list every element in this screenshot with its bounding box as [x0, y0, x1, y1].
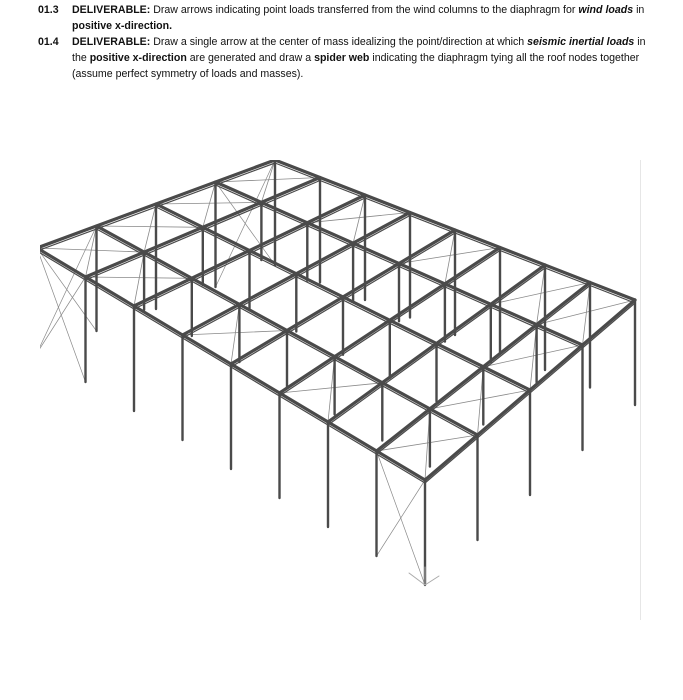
text-part: in	[636, 4, 645, 16]
roof-brace	[97, 226, 203, 227]
roof-brace	[231, 304, 239, 364]
roof-brace	[86, 277, 192, 278]
deliverable-label: DELIVERABLE:	[72, 36, 151, 48]
text-part: Draw arrows indicating point loads transferred from the wind columns to the diaphragm for	[153, 4, 576, 16]
roof-brace	[86, 226, 97, 277]
text-part: are generated and draw a	[189, 52, 312, 64]
deliverable-number: 01.4	[38, 36, 59, 48]
structure-figure	[40, 160, 641, 620]
deliverable-01-4	[38, 34, 658, 82]
text-part: indicating the diaphragm tying all the roof nodes together (assume perfect symmetry of loads and masses).	[72, 52, 640, 80]
bold-text: positive x-direction	[89, 52, 187, 64]
deliverable-label: DELIVERABLE:	[72, 4, 151, 16]
emphasis-text: seismic inertial loads	[527, 36, 635, 48]
wall-brace	[377, 480, 426, 556]
deliverable-text	[72, 2, 658, 34]
deliverable-text	[72, 34, 658, 82]
beam-flange	[40, 163, 275, 251]
wall-brace	[40, 277, 86, 353]
wall-brace	[40, 248, 97, 331]
bold-text: spider web	[314, 52, 370, 64]
text-part: Draw a single arrow at the center of mass idealizing the point/direction at which	[153, 36, 525, 48]
deliverable-01-3	[38, 2, 658, 34]
emphasis-text: wind loads	[578, 4, 634, 16]
deliverable-number: 01.3	[38, 4, 59, 16]
roof-brace	[134, 252, 144, 306]
axis-y	[425, 576, 439, 585]
roof-brace	[156, 202, 261, 204]
roof-brace	[183, 331, 288, 336]
bold-text: positive x-direction.	[72, 20, 173, 32]
roof-brace	[40, 248, 144, 252]
wall-brace	[40, 248, 86, 382]
roof-brace	[537, 265, 545, 325]
steel-frame-structure-icon	[40, 160, 640, 620]
text-part: in the	[72, 36, 646, 64]
